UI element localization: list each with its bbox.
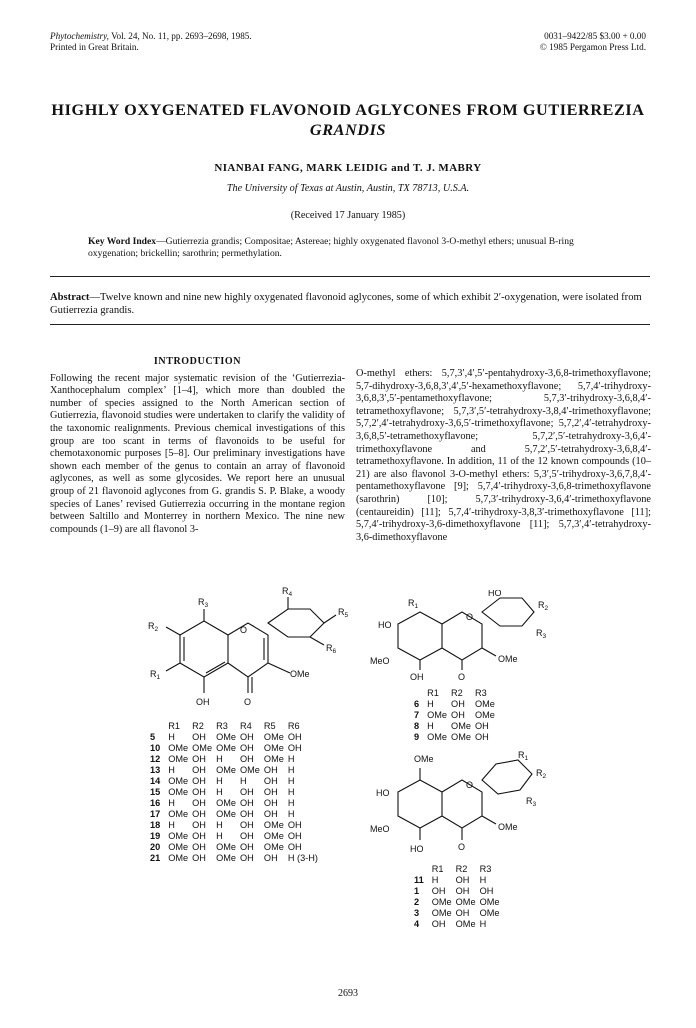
table-cell: OH <box>192 732 206 742</box>
table-cell: OH <box>240 798 254 808</box>
abstract <box>50 291 650 317</box>
table-cell: OMe <box>216 842 236 852</box>
compound-number: 21 <box>150 853 161 863</box>
table-header-cell: R5 <box>263 721 276 731</box>
table-cell: OMe <box>431 908 452 918</box>
compound-number: 11 <box>414 875 424 885</box>
table-row <box>414 919 503 930</box>
printed-in: Printed in Great Britain. <box>50 42 139 52</box>
compound-number: 7 <box>414 710 420 720</box>
compound-number: 15 <box>150 787 161 797</box>
compound-number: 12 <box>150 754 161 764</box>
table-cell: OH <box>192 754 206 764</box>
table-cell: OH <box>192 787 206 797</box>
r6-label: $R_6$ <box>326 643 337 655</box>
table-cell: OMe <box>168 743 189 753</box>
table-cell: OH <box>192 765 206 775</box>
table-cell: OH <box>431 919 446 929</box>
r4-label: $R_4$ <box>282 586 293 598</box>
r2-label: $R_2$ <box>148 621 159 633</box>
intro-paragraph-left: Following the recent major systematic revision of the ‘Gutierrezia-Xanthocephalum complex’ [1–4], which more than doubled the number of species assigned to the North American section of Gutierrezia, flavonoid studies were undertaken to clarify the validity of the taxonomic realignments. Previous chemical investigations of this group are too scant in terms of flavonoids to be useful for chemotaxonomic purposes [5–8]. Our preliminary investigations have shown each member of the genus to contain an array of flavonoid aglycones, as well as some glycosides. We report here an unusual group of 21 flavonoid aglycones from G. grandis S. P. Blake, a woody species of Lanes’ revised Gutierrezia occurring in the montane region between Saltillo and Monterrey in northern Mexico. The nine new compounds (1–9) are all flavonol 3- <box>50 372 345 535</box>
table-cell: H <box>287 798 295 808</box>
table-row <box>150 743 322 754</box>
table-cell: H <box>168 765 175 775</box>
table-header-cell: R2 <box>451 688 463 698</box>
r2-label-bottom: $R_2$ <box>536 768 547 780</box>
table-left-body <box>150 732 322 864</box>
ring-oxygen: O <box>240 625 248 635</box>
section-heading-introduction: INTRODUCTION <box>153 356 242 367</box>
price-code: 0031–9422/85 $3.00 + 0.00 <box>544 31 646 41</box>
structure-left <box>140 585 360 715</box>
received-date: (Received 17 January 1985) <box>290 210 406 221</box>
table-cell: H <box>479 919 487 929</box>
table-cell: OMe <box>168 831 189 841</box>
table-cell: OH <box>474 721 489 731</box>
table-cell: OH <box>192 776 206 786</box>
publisher-info <box>450 31 646 53</box>
table-row <box>150 809 322 820</box>
table-cell: OH <box>192 809 206 819</box>
table-cell: OH <box>287 820 302 830</box>
table-row <box>150 787 322 798</box>
table-cell: OH <box>451 699 465 709</box>
table-cell: OH <box>240 809 254 819</box>
table-cell: OMe <box>216 765 236 775</box>
c3-ome-right: OMe <box>498 654 518 664</box>
table-cell: OMe <box>263 754 284 764</box>
compound-number: 16 <box>150 798 161 808</box>
intro-paragraph-right: O-methyl ethers: 5,7,3′,4′,5′-pentahydroxy-3,6,8-trimethoxyflavone; 5,7-dihydroxy-3,6,8,3′,4′,5′-hexamethoxyflavone; 5,7,4′-trihydroxy-3,6,8,3′,5′-pentamethoxyflavone; 5,7,3′-trihydroxy-3,6,8,4′-tetramethoxyflavone; 5,7,3′,5′-tetrahydroxy-3,8,4′-trimethoxyflavone; 5,7,2′,4′-tetrahydroxy-3,6,5′-trimethoxyflavone; 5,7,2′,4′-tetrahydroxy-3,6,8,5′-tetramethoxyflavone; 5,7,2′,5′-tetrahydroxy-3,6,4′-trimethoxyflavone and 5,7,2′,5′-tetrahydroxy-3,6,8,4′-tetramethoxyflavone. In addition, 11 of the 12 known compounds (10–21) are also flavonol 3-O-methyl ethers: 5,3′,5′-trihydroxy-3,6,7,8,4′-pentamethoxyflavone [9]; 5,7,4′-trihydroxy-3,6,8-trimethoxyflavone (sarothrin) [10]; 5,7,3′-trihydroxy-3,6,4′-trimethoxyflavone (centaureidin) [11]; 5,7,4′-trihydroxy-3,8,3′-trimethoxyflavone [11]; 5,7,4′-trihydroxy-3,6-dimethoxyflavone [11]; 5,7,3′,4′-tetrahydroxy-3,6-dimethoxyflavone <box>356 368 651 543</box>
table-cell: OMe <box>216 732 236 742</box>
r3-label: $R_3$ <box>198 597 209 609</box>
compound-number: 8 <box>414 721 420 731</box>
table-row <box>150 754 322 765</box>
substituent-table-right-top <box>414 688 499 743</box>
table-cell: H <box>216 831 223 841</box>
r1-label: $R_1$ <box>150 669 161 681</box>
table-row <box>150 798 322 809</box>
table-cell: OMe <box>263 842 284 852</box>
compound-number: 17 <box>150 809 161 819</box>
table-cell: H <box>427 721 434 731</box>
table-header-cell <box>414 864 432 875</box>
table-header-cell: R3 <box>479 864 492 874</box>
r1-label-right: $R_1$ <box>408 598 419 610</box>
table-cell: H <box>240 776 247 786</box>
structure-right-top <box>370 590 570 682</box>
table-cell: H <box>168 820 175 830</box>
substituent-table-right-bottom <box>414 864 503 930</box>
table-row <box>414 908 503 919</box>
table-cell: OH <box>263 787 278 797</box>
table-cell: H <box>287 809 295 819</box>
journal-name: Phytochemistry, <box>50 31 109 41</box>
table-cell: H <box>287 754 295 764</box>
table-cell: OH <box>192 831 206 841</box>
rule-top <box>50 276 650 277</box>
table-cell: OMe <box>263 743 284 753</box>
keyword-list: —Gutierrezia grandis; Compositae; Astereae; highly oxygenated flavonol 3-O-methyl ethers; unusual B-ring oxygenation; brickellin; sarothrin; permethylation. <box>88 236 574 259</box>
table-cell: OMe <box>192 743 213 753</box>
table-cell: H (3-H) <box>287 853 318 863</box>
table-cell: OH <box>192 842 206 852</box>
table-row <box>150 776 322 787</box>
table-cell: OH <box>263 765 278 775</box>
table-cell: OMe <box>451 732 471 742</box>
carbonyl-o-bottom: O <box>458 842 466 852</box>
compound-number: 14 <box>150 776 161 786</box>
table-row <box>150 853 322 864</box>
table-header-cell: R1 <box>168 721 180 731</box>
table-row <box>150 732 322 743</box>
compound-number: 19 <box>150 831 161 841</box>
table-header-cell: R2 <box>192 721 204 731</box>
table-cell: OMe <box>455 919 476 929</box>
r1-label-bottom: $R_1$ <box>518 750 529 762</box>
table-row <box>414 710 499 721</box>
keyword-label: Key Word Index <box>88 236 157 247</box>
table-cell: OH <box>192 853 206 863</box>
table-cell: OH <box>263 776 278 786</box>
compound-number: 13 <box>150 765 161 775</box>
compound-number: 3 <box>414 908 420 918</box>
table-cell: OMe <box>216 743 236 753</box>
table-header-cell: R1 <box>427 688 439 698</box>
table-cell: OH <box>455 908 470 918</box>
table-cell: OMe <box>455 897 476 907</box>
table-row <box>414 699 499 710</box>
table-header-cell: R2 <box>455 864 468 874</box>
table-cell: OH <box>240 842 254 852</box>
table-header-cell <box>150 721 168 732</box>
table-row <box>150 820 322 831</box>
r5-label: $R_5$ <box>338 607 349 619</box>
table-cell: OH <box>451 710 465 720</box>
ring-o-bottom: O <box>466 780 474 790</box>
compound-number: 1 <box>414 886 420 896</box>
table-cell: OMe <box>263 820 284 830</box>
table-cell: OMe <box>427 732 448 742</box>
c3-ome: OMe <box>290 669 310 679</box>
table-row <box>414 721 499 732</box>
c7-ho: HO <box>378 620 392 630</box>
c8-ome: OMe <box>414 754 434 764</box>
table-cell: OMe <box>168 776 189 786</box>
compound-number: 20 <box>150 842 161 852</box>
r3-label-bottom: $R_3$ <box>526 796 537 808</box>
table-cell: OMe <box>168 754 189 764</box>
table-cell: OMe <box>431 897 452 907</box>
keyword-index <box>88 236 618 260</box>
table-cell: OMe <box>216 809 236 819</box>
table-cell: H <box>216 820 223 830</box>
table-cell: OMe <box>263 831 284 841</box>
c3-ome-bottom: OMe <box>498 822 518 832</box>
table-cell: OH <box>287 743 302 753</box>
title-line-1: HIGHLY OXYGENATED FLAVONOID AGLYCONES FROM GUTIERREZIA <box>51 101 645 119</box>
title-line-2: GRANDIS <box>309 121 387 139</box>
table-row <box>414 897 503 908</box>
table-cell: H <box>216 776 223 786</box>
table-row <box>150 842 322 853</box>
table-cell: OH <box>240 787 254 797</box>
carbonyl-oxygen: O <box>244 697 252 707</box>
c5-ho-bottom: HO <box>410 844 424 854</box>
c6-meo: MeO <box>370 656 390 666</box>
c5-oh-right: OH <box>410 672 424 682</box>
table-header-cell <box>414 688 427 699</box>
compound-number: 9 <box>414 732 420 742</box>
affiliation: The University of Texas at Austin, Austin, TX 78713, U.S.A. <box>226 183 470 194</box>
table-cell: OH <box>287 842 302 852</box>
ring-o-right: O <box>466 612 474 622</box>
table-header-cell: R3 <box>474 688 487 698</box>
table-cell: H <box>168 732 175 742</box>
compound-number: 18 <box>150 820 161 830</box>
carbonyl-o-right: O <box>458 672 466 682</box>
table-cell: OH <box>455 875 470 885</box>
table-cell: OMe <box>216 798 236 808</box>
column-right <box>356 368 651 544</box>
column-left <box>50 356 345 536</box>
citation-details: Vol. 24, No. 11, pp. 2693–2698, 1985. <box>111 31 252 41</box>
table-cell: OH <box>287 831 302 841</box>
table-row <box>150 831 322 842</box>
table-cell: OMe <box>451 721 471 731</box>
compound-number: 5 <box>150 732 156 742</box>
b-ring-ho: HO <box>488 590 502 598</box>
table-header-cell: R3 <box>216 721 228 731</box>
table-row <box>150 765 322 776</box>
table-cell: OH <box>263 798 278 808</box>
table-cell: OH <box>240 732 254 742</box>
r3-label-right: $R_3$ <box>536 628 547 640</box>
table-cell: OMe <box>479 908 500 918</box>
table-cell: OH <box>240 820 254 830</box>
table-cell: H <box>431 875 439 885</box>
compound-number: 10 <box>150 743 161 753</box>
table-cell: OMe <box>216 853 236 863</box>
table-cell: OMe <box>168 787 189 797</box>
table-cell: OMe <box>474 699 495 709</box>
table-cell: OMe <box>427 710 448 720</box>
table-cell: H <box>216 754 223 764</box>
table-cell: OMe <box>263 732 284 742</box>
table-cell: OH <box>479 886 494 896</box>
table-cell: OMe <box>168 809 189 819</box>
table-cell: OH <box>192 798 206 808</box>
c6-meo-bottom: MeO <box>370 824 390 834</box>
table-header-cell: R1 <box>431 864 444 874</box>
table-cell: H <box>287 787 295 797</box>
table-cell: OH <box>192 820 206 830</box>
table-cell: H <box>168 798 175 808</box>
authors: NIANBAI FANG, MARK LEIDIG and T. J. MABRY <box>214 162 482 174</box>
c7-ho-bottom: HO <box>376 788 390 798</box>
r2-label-right: $R_2$ <box>538 600 549 612</box>
table-cell: OH <box>240 831 254 841</box>
rule-bottom <box>50 324 650 325</box>
table-cell: OH <box>431 886 446 896</box>
abstract-label: Abstract <box>50 292 90 303</box>
structure-right-bottom <box>370 748 570 858</box>
table-cell: OH <box>240 853 254 863</box>
table-header-cell: R6 <box>287 721 300 731</box>
table-cell: H <box>427 699 434 709</box>
journal-citation <box>50 31 252 53</box>
table-row <box>414 875 503 886</box>
structure-left-bonds <box>166 597 336 693</box>
table-cell: OH <box>287 732 302 742</box>
table-cell: H <box>287 776 295 786</box>
table-cell: OMe <box>168 842 189 852</box>
table-cell: OH <box>474 732 489 742</box>
table-row <box>414 732 499 743</box>
compound-number: 2 <box>414 897 420 907</box>
table-cell: OMe <box>168 853 189 863</box>
copyright: © 1985 Pergamon Press Ltd. <box>539 42 646 52</box>
table-cell: OMe <box>479 897 500 907</box>
table-cell: H <box>479 875 487 885</box>
table-left-header <box>150 721 322 732</box>
table-cell: H <box>287 765 295 775</box>
table-cell: OH <box>240 743 254 753</box>
abstract-text: —Twelve known and nine new highly oxygenated flavonoid aglycones, some of which exhibit 2′-oxygenation, were isolated from Gutierrezia grandis. <box>50 292 642 316</box>
c5-oh: OH <box>196 697 210 707</box>
table-cell: H <box>216 787 223 797</box>
table-row <box>414 886 503 897</box>
table-cell: OH <box>455 886 470 896</box>
compound-number: 6 <box>414 699 420 709</box>
table-cell: OH <box>263 853 278 863</box>
substituent-table-left <box>150 721 322 864</box>
paper-title <box>40 100 656 140</box>
table-cell: OH <box>263 809 278 819</box>
table-cell: OH <box>240 754 254 764</box>
table-cell: OMe <box>240 765 260 775</box>
page-number: 2693 <box>338 988 358 999</box>
compound-number: 4 <box>414 919 420 929</box>
table-cell: OMe <box>474 710 495 720</box>
table-header-cell: R4 <box>240 721 252 731</box>
